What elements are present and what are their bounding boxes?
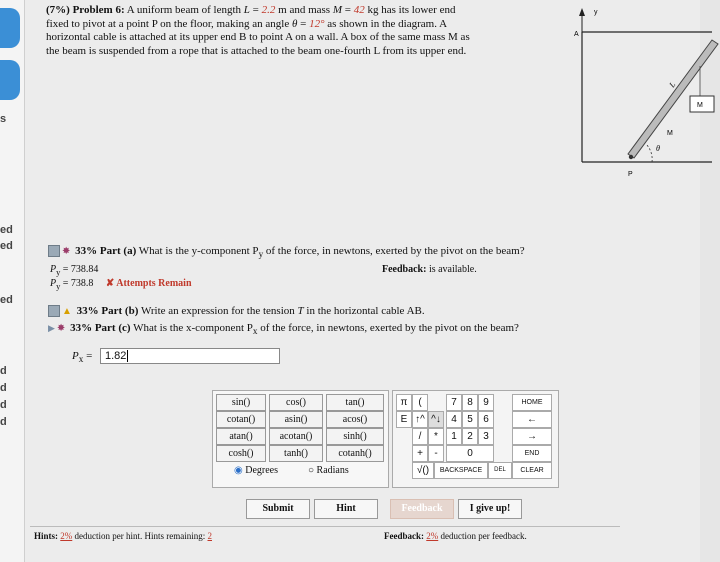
key-plus[interactable]: +	[412, 445, 428, 462]
subscript: y	[56, 268, 61, 277]
fn-acos[interactable]: acos()	[326, 411, 384, 428]
var-L: L	[243, 4, 250, 16]
fn-asin[interactable]: asin()	[269, 411, 323, 428]
left-arrow-button[interactable]: ←	[512, 411, 552, 428]
beam-M-label: M	[667, 130, 673, 137]
hints-text: deduction per hint. Hints remaining:	[72, 531, 208, 541]
fn-cosh[interactable]: cosh()	[216, 445, 266, 462]
part-question: of the force, in newtons, exerted by the pivot on the beam?	[263, 245, 525, 257]
home-button[interactable]: HOME	[512, 394, 552, 411]
equals: =	[83, 350, 93, 362]
key-divide[interactable]: /	[412, 428, 428, 445]
footer	[30, 526, 620, 547]
equals: =	[249, 4, 262, 16]
part-label: Part (b)	[101, 305, 139, 317]
feedback-label: Feedback:	[382, 264, 427, 275]
equals: =	[342, 4, 354, 16]
part-percent: 33%	[76, 305, 99, 317]
right-arrow-button[interactable]: →	[512, 428, 552, 445]
unit-text: kg has its lower end	[364, 4, 456, 16]
key-power-down[interactable]: ^↓	[428, 411, 444, 428]
feedback-percent: 2%	[426, 531, 439, 541]
sidebar-label: d	[0, 382, 7, 394]
var-theta: θ	[292, 17, 298, 30]
sidebar-label: d	[0, 365, 7, 377]
part-question: in the horizontal cable AB.	[303, 305, 425, 317]
key-5[interactable]: 5	[462, 411, 478, 428]
unit-text: m and mass	[275, 4, 333, 16]
part-label: Part (c)	[94, 322, 131, 334]
key-6[interactable]: 6	[478, 411, 494, 428]
star-icon: ✸	[62, 245, 71, 257]
star-icon: ✸	[56, 322, 66, 334]
text-cursor	[127, 350, 128, 362]
key-8[interactable]: 8	[462, 394, 478, 411]
key-open-paren[interactable]: (	[412, 394, 428, 411]
left-sidebar	[0, 0, 25, 562]
box-M-label: M	[697, 102, 703, 109]
feedback-footer-label: Feedback:	[384, 531, 424, 541]
key-sqrt[interactable]: √()	[412, 462, 434, 479]
sidebar-label: d	[0, 416, 7, 428]
answer-var: P	[50, 278, 57, 289]
fn-tanh[interactable]: tanh()	[269, 445, 323, 462]
hints-label: Hints:	[34, 531, 59, 541]
answer-history-1	[50, 264, 98, 277]
answer-input[interactable]	[100, 348, 280, 364]
subscript: y	[258, 249, 264, 260]
key-0[interactable]: 0	[446, 445, 494, 462]
y-axis-arrow-icon	[579, 8, 585, 16]
hints-remaining: 2	[207, 531, 212, 541]
fn-cotan[interactable]: cotan()	[216, 411, 266, 428]
key-1[interactable]: 1	[446, 428, 462, 445]
point-A-label: A	[574, 31, 579, 38]
hints-info	[34, 531, 212, 541]
angle-arc	[646, 144, 652, 162]
degrees-radio[interactable]	[234, 465, 278, 476]
end-button[interactable]: END	[512, 445, 552, 462]
feedback-info	[384, 531, 527, 541]
feedback-note[interactable]	[382, 264, 477, 275]
part-question: Write an expression for the tension	[140, 305, 298, 317]
subscript: y	[56, 282, 61, 291]
value-M: 42	[353, 4, 365, 16]
fn-cotanh[interactable]: cotanh()	[326, 445, 384, 462]
sidebar-label: ed	[0, 294, 13, 306]
var-M: M	[332, 4, 343, 16]
degrees-label: Degrees	[245, 465, 278, 476]
theta-label: θ	[656, 144, 660, 153]
problem-text: A uniform beam of length	[126, 4, 242, 16]
fn-sinh[interactable]: sinh()	[326, 428, 384, 445]
key-2[interactable]: 2	[462, 428, 478, 445]
clear-button[interactable]: CLEAR	[512, 462, 552, 479]
answer-value: = 738.8	[60, 278, 94, 289]
hint-button[interactable]: Hint	[314, 499, 378, 519]
part-label: Part (a)	[99, 245, 137, 257]
length-L-label: L	[667, 80, 678, 90]
answer-var: P	[50, 264, 57, 275]
calculator	[212, 390, 557, 486]
part-percent: 33%	[70, 322, 93, 334]
radio-empty-icon: ○	[308, 465, 315, 476]
answer-history-2	[50, 278, 192, 291]
feedback-text: is available.	[426, 264, 477, 275]
sidebar-label: ed	[0, 240, 13, 252]
part-percent: 33%	[75, 245, 98, 257]
problem-text: horizontal cable is attached at its upper end B to point A on a wall. A box of the same mass M as	[46, 31, 470, 43]
attempt-icon	[48, 305, 60, 317]
radians-label: Radians	[316, 465, 349, 476]
beam-diagram	[540, 4, 720, 184]
part-question: What is the y-component P	[138, 245, 259, 257]
key-9[interactable]: 9	[478, 394, 494, 411]
point-P-label: P	[628, 171, 633, 178]
y-label: y	[594, 9, 598, 16]
problem-header: (7%) Problem 6:	[46, 4, 125, 16]
sidebar-tab[interactable]	[0, 8, 20, 48]
value-theta: 12°	[309, 17, 325, 30]
problem-statement	[46, 4, 526, 58]
input-var: P	[72, 350, 79, 362]
main-content	[30, 0, 703, 562]
fn-atan[interactable]: atan()	[216, 428, 266, 445]
backspace-button[interactable]: BACKSPACE	[434, 462, 488, 479]
key-pi[interactable]: π	[396, 394, 412, 411]
attempt-icon	[48, 245, 60, 257]
sidebar-label: ed	[0, 224, 13, 236]
pivot-point	[629, 155, 633, 159]
feedback-footer-text: deduction per feedback.	[438, 531, 527, 541]
play-icon: ▶	[48, 322, 55, 333]
input-label	[72, 350, 92, 364]
sidebar-label: s	[0, 113, 7, 125]
part-b[interactable]	[48, 305, 425, 317]
key-3[interactable]: 3	[478, 428, 494, 445]
problem-text: the beam is suspended from a rope that is attached to the beam one-fourth L from its upper end.	[46, 44, 467, 57]
var-T: T	[297, 305, 304, 317]
fn-tan[interactable]: tan()	[326, 394, 384, 411]
key-4[interactable]: 4	[446, 411, 462, 428]
sidebar-label: d	[0, 399, 7, 411]
part-question: of the force, in newtons, exerted by the pivot on the beam?	[257, 322, 519, 334]
radians-radio[interactable]	[308, 465, 349, 476]
submit-button[interactable]: Submit	[246, 499, 310, 519]
equals: =	[297, 17, 310, 30]
warning-icon: ▲	[62, 305, 72, 317]
radio-selected-icon: ◉	[234, 465, 243, 476]
feedback-button[interactable]: Feedback	[390, 499, 454, 519]
part-question: What is the x-component P	[133, 322, 253, 334]
subscript: x	[78, 354, 84, 365]
value-L: 2.2	[261, 4, 276, 16]
key-power[interactable]: ↑^	[412, 411, 428, 428]
give-up-button[interactable]: I give up!	[458, 499, 522, 519]
sidebar-tab[interactable]	[0, 60, 20, 100]
part-a	[48, 245, 525, 259]
key-7[interactable]: 7	[446, 394, 462, 411]
key-E[interactable]: E	[396, 411, 412, 428]
subscript: x	[252, 326, 258, 337]
problem-text: fixed to pivot at a point P on the floor, making an angle	[46, 17, 290, 30]
key-multiply[interactable]: *	[428, 428, 444, 445]
del-button[interactable]: DEL	[488, 462, 512, 479]
fn-sin[interactable]: sin()	[216, 394, 266, 411]
fn-cos[interactable]: cos()	[269, 394, 323, 411]
part-c	[48, 322, 519, 336]
attempts-remain: ✘ Attempts Remain	[105, 278, 192, 289]
answer-input-value: 1.82	[105, 350, 127, 362]
hints-percent: 2%	[60, 531, 73, 541]
fn-acotan[interactable]: acotan()	[269, 428, 323, 445]
problem-text: as shown in the diagram. A	[324, 17, 448, 30]
key-minus[interactable]: -	[428, 445, 444, 462]
answer-value: = 738.84	[60, 264, 99, 275]
